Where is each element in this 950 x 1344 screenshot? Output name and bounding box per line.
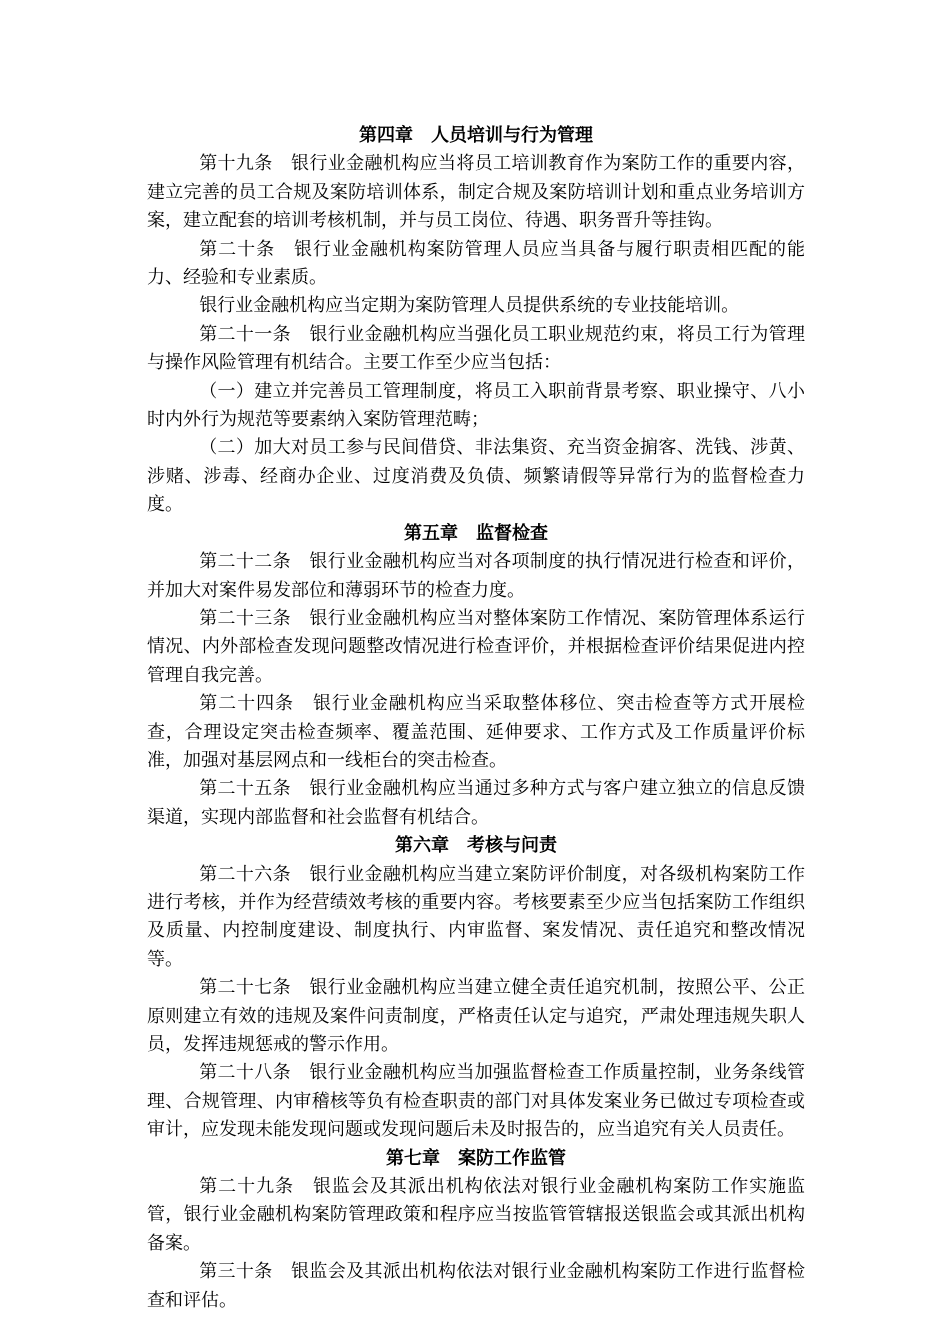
- article-26: 第二十六条 银行业金融机构应当建立案防评价制度，对各级机构案防工作进行考核，并作为经营绩效考核的重要内容。考核要素至少应当包括案防工作组织及质量、内控制度建设、制度执行、内审监督、案发情况、责任追究和整改情况等。: [147, 863, 805, 970]
- article-21: 第二十一条 银行业金融机构应当强化员工职业规范约束，将员工行为管理与操作风险管理有机结合。主要工作至少应当包括：: [147, 323, 805, 374]
- article-20-paragraph-2: 银行业金融机构应当定期为案防管理人员提供系统的专业技能培训。: [199, 295, 740, 317]
- chapter-5-heading: 第五章 监督检查: [404, 522, 548, 544]
- chapter-7-heading: 第七章 案防工作监管: [386, 1147, 566, 1169]
- article-22: 第二十二条 银行业金融机构应当对各项制度的执行情况进行检查和评价，并加大对案件易发部位和薄弱环节的检查力度。: [147, 551, 805, 601]
- article-24: 第二十四条 银行业金融机构应当采取整体移位、突击检查等方式开展检查，合理设定突击检查频率、覆盖范围、延伸要求、工作方式及工作质量评价标准，加强对基层网点和一线柜台的突击检查。: [147, 693, 805, 771]
- article-21-item-2: （二）加大对员工参与民间借贷、非法集资、充当资金掮客、洗钱、涉黄、涉赌、涉毒、经商办企业、过度消费及负债、频繁请假等异常行为的监督检查力度。: [147, 437, 805, 516]
- article-20: 第二十条 银行业金融机构案防管理人员应当具备与履行职责相匹配的能力、经验和专业素质。: [147, 238, 805, 289]
- article-25: 第二十五条 银行业金融机构应当通过多种方式与客户建立独立的信息反馈渠道，实现内部监督和社会监督有机结合。: [147, 778, 805, 828]
- article-28: 第二十八条 银行业金融机构应当加强监督检查工作质量控制，业务条线管理、合规管理、内审稽核等负有检查职责的部门对具体发案业务已做过专项检查或审计，应发现未能发现问题或发现问题后未及时报告的，应当追究有关人员责任。: [147, 1062, 805, 1141]
- article-19: 第十九条 银行业金融机构应当将员工培训教育作为案防工作的重要内容，建立完善的员工合规及案防培训体系，制定合规及案防培训计划和重点业务培训方案，建立配套的培训考核机制，并与员工岗位、待遇、职务晋升等挂钩。: [147, 153, 805, 232]
- chapter-4-heading: 第四章 人员培训与行为管理: [359, 125, 593, 146]
- article-21-item-1: （一）建立并完善员工管理制度，将员工入职前背景考察、职业操守、八小时内外行为规范等要素纳入案防管理范畴；: [147, 380, 805, 431]
- article-27: 第二十七条 银行业金融机构应当建立健全责任追究机制，按照公平、公正原则建立有效的违规及案件问责制度，严格责任认定与追究，严肃处理违规失职人员，发挥违规惩戒的警示作用。: [147, 977, 805, 1055]
- document-page: [147, 122, 805, 1315]
- article-30: 第三十条 银监会及其派出机构依法对银行业金融机构案防工作进行监督检查和评估。: [147, 1261, 805, 1311]
- chapter-6-heading: 第六章 考核与问责: [395, 835, 557, 857]
- article-23: 第二十三条 银行业金融机构应当对整体案防工作情况、案防管理体系运行情况、内外部检查发现问题整改情况进行检查评价，并根据检查评价结果促进内控管理自我完善。: [147, 607, 805, 686]
- article-29: 第二十九条 银监会及其派出机构依法对银行业金融机构案防工作实施监管，银行业金融机构案防管理政策和程序应当按监管管辖报送银监会或其派出机构备案。: [147, 1176, 805, 1254]
